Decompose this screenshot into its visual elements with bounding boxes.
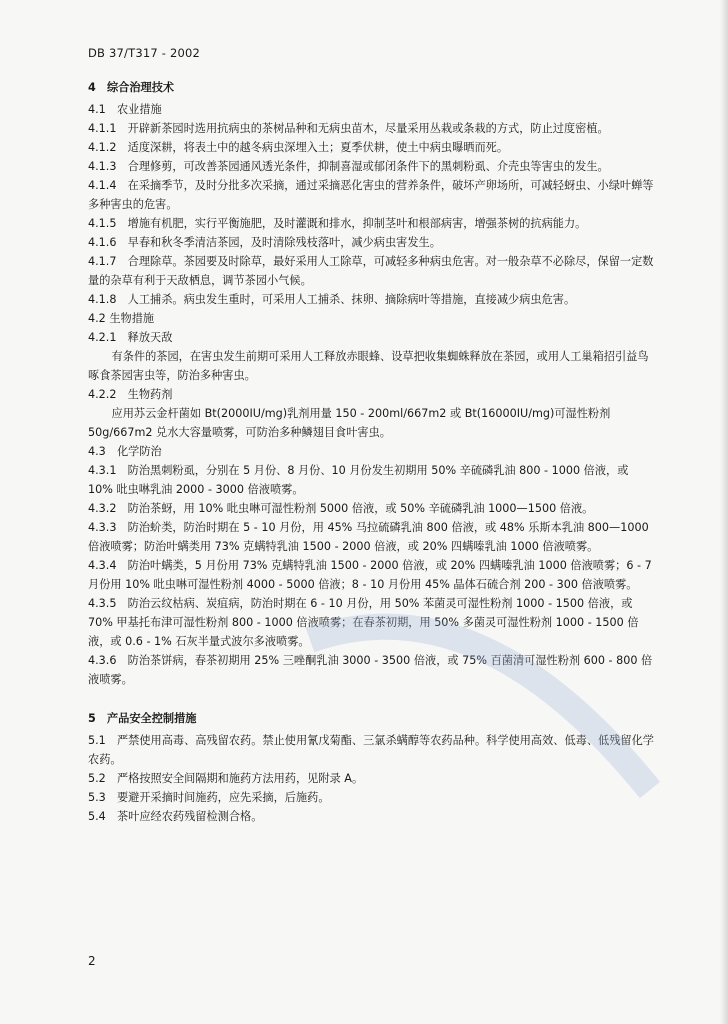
clause-5-2: 5.2 严格按照安全间隔期和施药方法用药，见附录 A。 xyxy=(88,772,364,785)
standard-code-header: DB 37/T317 - 2002 xyxy=(88,46,201,60)
clause-4-3-6: 4.3.6 防治茶饼病，春茶初期用 25% 三唑酮乳油 3000 - 3500 倍液，或 75% 百菌清可湿性粉剂 600 - 800 倍液喷雾。 xyxy=(88,654,653,686)
clause-4-3-1: 4.3.1 防治黑刺粉虱，分别在 5 月份、8 月份、10 月份发生初期用 50% 辛硫磷乳油 800 - 1000 倍液，或 10% 吡虫啉乳油 2000 - 3000 倍液喷雾。 xyxy=(88,464,629,496)
section-4-heading: 4 综合治理技术 xyxy=(88,81,175,94)
scan-edge-shadow xyxy=(720,0,728,1024)
clause-4-2-2-text: 应用苏云金杆菌如 Bt(2000IU/mg)乳剂用量 150 - 200ml/667m2 或 Bt(16000IU/mg)可湿性粉剂 50g/667m2 兑水大容量喷雾，可防治多种鳞翅目食叶害虫。 xyxy=(88,407,611,439)
clause-4-3-5: 4.3.5 防治云纹枯病、炭疽病，防治时期在 6 - 10 月份，用 50% 苯菌灵可湿性粉剂 1000 - 1500 倍液，或 70% 甲基托布津可湿性粉剂 800 - 1000 倍液喷雾；在春茶初期，用 50% 多菌灵可湿性粉剂 1000 - 1500 倍液，或 0.6 - 1% 石灰半量式波尔多液喷雾。 xyxy=(88,597,639,648)
clause-4-1-8: 4.1.8 人工捕杀。病虫发生重时，可采用人工捕杀、抹卵、摘除病叶等措施，直接减少病虫危害。 xyxy=(88,293,576,306)
clause-4-2-1-text: 有条件的茶园，在害虫发生前期可采用人工释放赤眼蜂、设草把收集蜘蛛释放在茶园，或用人工巢箱招引益鸟啄食茶园害虫等，防治多种害虫。 xyxy=(88,350,649,382)
clause-5-3: 5.3 要避开采摘时间施药，应先采摘，后施药。 xyxy=(88,791,330,804)
section-4-2-1-heading: 4.2.1 释放天敌 xyxy=(88,331,173,344)
section-4-2-heading: 4.2 生物措施 xyxy=(88,312,155,325)
clause-4-1-3: 4.1.3 合理修剪，可改善茶园通风透光条件，抑制喜湿或郁闭条件下的黑刺粉虱、介壳虫等害虫的发生。 xyxy=(88,160,609,173)
document-body xyxy=(88,78,656,826)
section-4-3-heading: 4.3 化学防治 xyxy=(88,445,162,458)
clause-4-1-5: 4.1.5 增施有机肥，实行平衡施肥，及时灌溉和排水，抑制茎叶和根部病害，增强茶树的抗病能力。 xyxy=(88,217,587,230)
clause-4-1-2: 4.1.2 适度深耕，将表土中的越冬病虫深埋入土；夏季伏耕，使土中病虫曝晒而死。 xyxy=(88,141,509,154)
clause-4-1-7: 4.1.7 合理除草。茶园要及时除草，最好采用人工除草，可减轻多种病虫危害。对一般杂草不必除尽，保留一定数量的杂草有利于天敌栖息，调节茶园小气候。 xyxy=(88,255,654,287)
section-4-1-heading: 4.1 农业措施 xyxy=(88,103,162,116)
clause-4-1-4: 4.1.4 在采摘季节，及时分批多次采摘，通过采摘恶化害虫的营养条件，破坏产卵场所，可减轻蚜虫、小绿叶蝉等多种害虫的危害。 xyxy=(88,179,654,211)
clause-4-1-6: 4.1.6 早春和秋冬季清洁茶园，及时清除残枝落叶，减少病虫害发生。 xyxy=(88,236,441,249)
clause-4-3-3: 4.3.3 防治蚧类，防治时期在 5 - 10 月份，用 45% 马拉硫磷乳油 800 倍液，或 48% 乐斯本乳油 800—1000 倍液喷雾；防治叶螨类用 73% 克螨特乳油 1500 - 2000 倍液，或 20% 四螨嗪乳油 1000 倍液喷雾。 xyxy=(88,521,649,553)
clause-4-3-4: 4.3.4 防治叶螨类，5 月份用 73% 克螨特乳油 1500 - 2000 倍液，或 20% 四螨嗪乳油 1000 倍液喷雾；6 - 7 月份用 10% 吡虫啉可湿性粉剂 4000 - 5000 倍液；8 - 10 月份用 45% 晶体石硫合剂 200 - 300 倍液喷雾。 xyxy=(88,559,652,591)
clause-4-1-1: 4.1.1 开辟新茶园时选用抗病虫的茶树品种和无病虫苗木，尽量采用丛栽或条栽的方式，防止过度密植。 xyxy=(88,122,609,135)
clause-5-4: 5.4 茶叶应经农药残留检测合格。 xyxy=(88,810,263,823)
clause-5-1: 5.1 严禁使用高毒、高残留农药。禁止使用氰戊菊酯、三氯杀螨醇等农药品种。科学使用高效、低毒、低残留化学农药。 xyxy=(88,734,654,766)
clause-4-3-2: 4.3.2 防治茶蚜，用 10% 吡虫啉可湿性粉剂 5000 倍液，或 50% 辛硫磷乳油 1000—1500 倍液。 xyxy=(88,502,594,515)
section-5-heading: 5 产品安全控制措施 xyxy=(88,712,197,725)
section-4-2-2-heading: 4.2.2 生物药剂 xyxy=(88,388,173,401)
page-number: 2 xyxy=(88,954,96,968)
